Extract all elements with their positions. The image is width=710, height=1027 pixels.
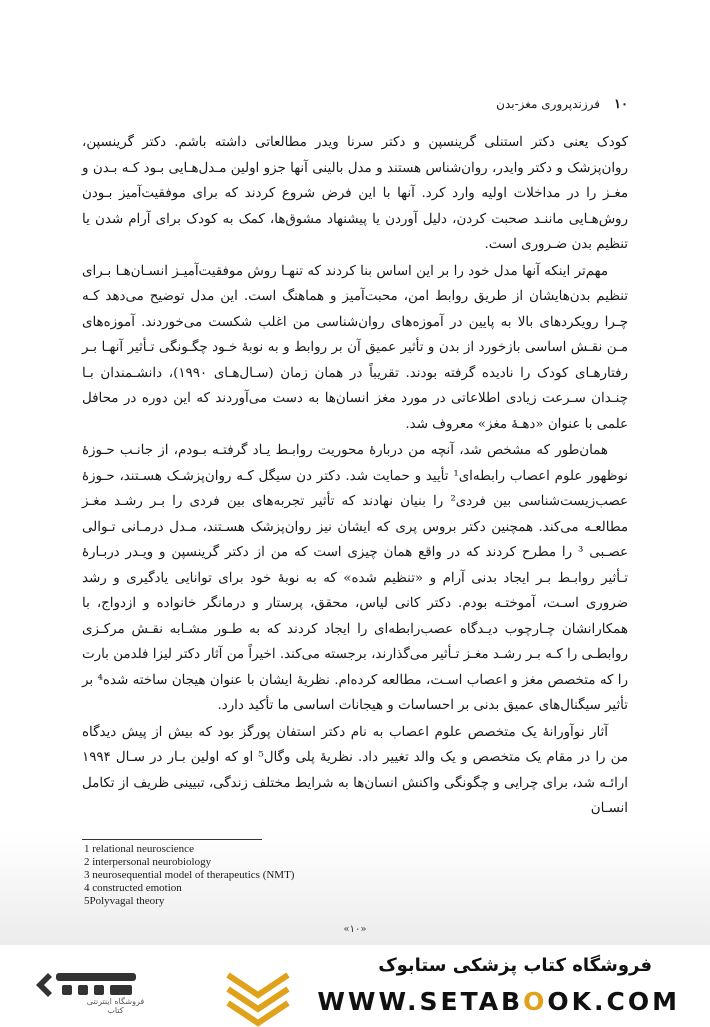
footnote: 2 interpersonal neurobiology <box>84 856 212 868</box>
footnote: 1 relational neuroscience <box>84 843 194 855</box>
paragraph: آثار نوآورانهٔ یک متخصص علوم اعصاب به نام دکتر استفان پورگز بود که بیش از پیش دیدگاه من را در مقام یک متخصص و یک والد تغییر داد. نظریهٔ پلی وگال⁵ او که اولین بـار در سـال ۱۹۹۴ ارائـه شد، برای چرایی و چگونگی واکنش انسان‌ها به شرایط مختلف زندگی، تبیینی ظریف از تکامل انسـان <box>82 724 628 816</box>
paragraph: مهم‌تر اینکه آنها مدل خود را بر این اساس بنا کردند که تنهـا روش موفقیت‌آمیـز انسـان‌هـا بـرای تنظیم بدن‌هایشان از طریق روابط امن، محبت‌آمیز و هماهنگ است. این مدل توضیح می‌دهد کـه چـرا رویکردهای بالا به پایین در آموزه‌های روان‌شناسی من اغلب شکست می‌خوردند. آموزه‌های مـن نقـش اساسی بازخورد از بدن و تأثیر عمیق آن بر روابط و به نوبهٔ خـود چگـونگی تـأثیر آنهـا بـر رفتارهـای کودک را نادیده گرفته بودند. تقریباً در همان زمان (سـال‌هـای ۱۹۹۰)، دانشـمندان بـا چنـدان سـرعت زیادی اطلاعاتی در مورد مغز انسان‌ها به دست می‌آوردند که این دوره در محافل علمی با عنوان «دهـهٔ مغز» معروف شد. <box>82 263 629 432</box>
store-logo <box>28 959 288 1019</box>
footer-page-number: «۱۰» <box>343 924 367 935</box>
url-suffix: OK.COM <box>547 987 680 1016</box>
page-number: ۱۰ <box>614 96 628 112</box>
running-title: فرزندپروری مغز-بدن <box>496 97 601 111</box>
footnote: 3 neurosequential model of therapeutics (NMT) <box>84 869 295 881</box>
footnote: 5Polyvagal theory <box>84 895 165 907</box>
shop-url[interactable] <box>317 987 680 1016</box>
store-banner <box>0 945 710 1023</box>
footnote-divider <box>82 839 262 840</box>
logo-subtitle: فروشگاه اینترنتی کتاب <box>86 997 145 1015</box>
paragraph: کودک یعنی دکتر استنلی گرینسپن و دکتر سرنا ویدر مطالعاتی داشته باشم. دکتر گرینسپن، روان‌پزشک و دکتر وایدر، روان‌شناس هستند و مدل بالینی آنها جزو اولین مـدل‌هـایی بـود کـه بـدن و مغـز را در مداخلات اولیه وارد کرد. آنها با این فرض شروع کردند که برای موفقیت‌آمیز بـودن روش‌هـایی ماننـد صحبت کردن، دلیل آوردن یا پیشنهاد مشوق‌ها، کمک به کودک برای آرام شدن یا تنظیم بدن ضـروری است. <box>82 135 628 252</box>
footnotes <box>84 843 294 908</box>
body-text <box>82 130 628 823</box>
page-header <box>82 94 628 114</box>
url-prefix: WWW.SETAB <box>317 987 524 1016</box>
url-o: O <box>523 987 548 1016</box>
footnote: 4 constructed emotion <box>84 882 182 894</box>
paragraph: همان‌طور که مشخص شد، آنچه من دربارهٔ محوریت روابـط یـاد گرفتـه بـودم، از جانـب حـوزهٔ نوظهور علوم اعصاب رابطه‌ای¹ تأیید و حمایت شد. دکتر دن سیگل کـه روان‌پزشـک هسـتند، حـوزهٔ عصب‌زیست‌شناسی بین فردی² را بنیان نهادند که تأثیر تجربه‌های بین فردی را بـر رشـد مغـز مطالعـه می‌کند. همچنین دکتر بروس پری که ایشان نیز روان‌پزشک هسـتند، مـدل درمـانی تـوالی عصـبی ³ را مطرح کردند که در واقع همان چیزی است که من از دکتر گرینسپن و ویـدر دربـارهٔ تـأثیر روابـط بـر ایجاد بدنی آرام و «تنظیم شده» که به نوبهٔ خود برای توانایی یادگیری و رشد ضروری اسـت، آموختـه بودم. دکتر کانی لیاس، محقق، پرستار و درمانگر خانواده و ازدواج، با همکارانشان چـارچوب دیـدگاه عصب‌رابطه‌ای را ایجاد کردند که به طـور مشـابه نقـش مرکـزی روابطـی را کـه بـر رشـد مغـز تـأثیر می‌گذارند، برجسته می‌کند. اخیراً من آثار دکتر لیزا فلدمن بارت را که متخصص مغز و اعصاب اسـت، مطالعه کرده‌ام. نظریهٔ ایشان با عنوان هیجان ساخته شده⁴ بر تأثیر سیگنال‌های عمیق بدنی بر احساسات و هیجانات اساسی ما تأکید دارد. <box>82 443 629 713</box>
shop-title: فروشگاه کتاب پزشکی ستابوک <box>378 955 652 976</box>
chevrons-icon <box>223 967 293 1027</box>
